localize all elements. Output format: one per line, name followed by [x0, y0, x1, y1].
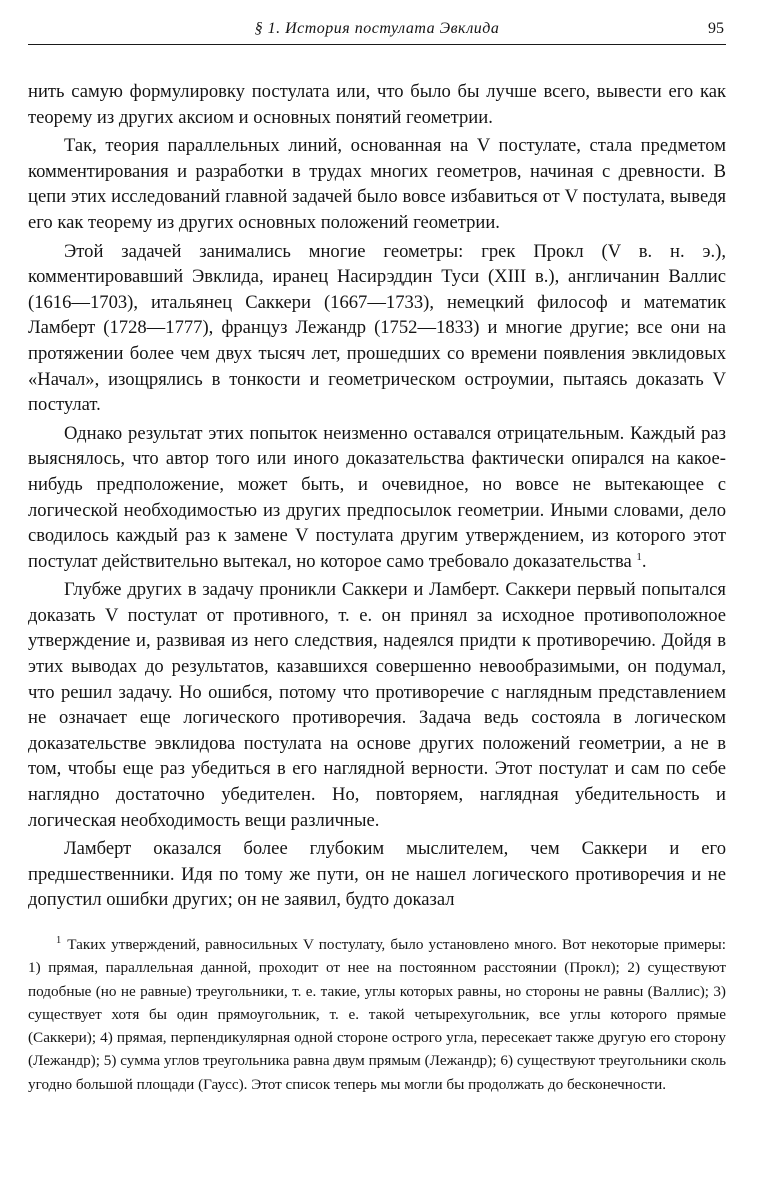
paragraph-1-text: нить самую формулировку постулата или, что было бы лучше всего, вывести его как теорему из других аксиом и основных понятий геометрии. — [28, 81, 726, 128]
running-title: § 1. История постулата Эвклида — [254, 20, 500, 37]
paragraph-3 — [28, 239, 726, 418]
paragraph-4-text: Однако результат этих попыток неизменно оставался отрицательным. Каждый раз выяснялось, что автор того или иного доказательства фактически опирался на какое-нибудь предположение, может быть, и очевидное, но вовсе не вытекающее с логической необходимостью из других предпосылок геометрии. Иными словами, дело сводилось каждый раз к замене V постулата другим утверждением, из которого этот постулат действительно вытекал, но которое само требовало доказательства — [28, 422, 726, 572]
footnote-mark: 1 — [56, 934, 62, 946]
footnote-reference[interactable]: 1 — [636, 550, 642, 563]
paragraph-3-text: Этой задачей занимались многие геометры: грек Прокл (V в. н. э.), комментировавший Эвклида, иранец Насирэддин Туси (XIII в.), англичанин Валлис (1616—1703), итальянец Саккери (1667—1733), немецкий философ и математик Ламберт (1728—1777), француз Лежандр (1752—1833) и многие другие; все они на протяжении более чем двух тысяч лет, прошедших со времени появления эвклидовых «Начал», изощрялись в тонкости и геометрическом остроумии, пытаясь доказать V постулат. — [28, 240, 726, 416]
page-number: 95 — [708, 20, 724, 37]
paragraph-4: Однако результат этих попыток неизменно оставался отрицательным. Каждый раз выяснялось, что автор того или иного доказательства фактически опирался на какое-нибудь предположение, может быть, и очевидное, но вовсе не вытекающее с логической необходимостью из других предпосылок геометрии. Иными словами, дело сводилось каждый раз к замене V постулата другим утверждением, из которого этот постулат действительно вытекал, но которое само требовало доказательства $^1$. — [28, 422, 726, 572]
paragraph-5 — [28, 577, 726, 833]
paragraph-2-text: Так, теория параллельных линий, основанная на V постулате, стала предметом комментирования и разработки в трудах многих геометров, начиная с древности. В цепи этих исследований главной задачей было вовсе избавиться от V постулата, выведя его как теорему из других основных положений геометрии. — [28, 135, 726, 233]
paragraph-1 — [28, 79, 726, 130]
book-page — [28, 14, 726, 1096]
body-text — [28, 79, 726, 913]
paragraph-2 — [28, 133, 726, 235]
paragraph-6-text: Ламберт оказался более глубоким мыслителем, чем Саккери и его предшественники. Идя по тому же пути, он не нашел логического противоречия и не допустил ошибки других; он не заявил, будто доказал — [28, 838, 726, 911]
footnote-text: Таких утверждений, равносильных V постулату, было установлено много. Вот некоторые примеры: 1) прямая, параллельная данной, проходит от нее на постоянном расстоянии (Прокл); 2) существуют подобные (но не равные) треугольники, т. е. такие, углы которых равны, но стороны не равны (Валлис); 3) существует хотя бы один прямоугольник, т. е. такой четырехугольник, все углы которого прямые (Саккери); 4) прямая, перпендикулярная одной стороне острого угла, пересекает также другую его сторону (Лежандр); 5) сумма углов треугольника равна двум прямым (Лежандр); 6) существуют треугольники сколь угодно большой площади (Гаусс). Этот список теперь мы могли бы продолжать до бесконечности. — [28, 936, 726, 1093]
running-head — [28, 14, 726, 45]
footnote — [28, 933, 726, 1096]
paragraph-5-text: Глубже других в задачу проникли Саккери и Ламберт. Саккери первый попытался доказать V постулат от противного, т. е. он принял за исходное противоположное утверждение и, развивая из него следствия, надеялся придти к противоречию. Дойдя в этих выводах до результатов, казавшихся совершенно невообразимыми, он подумал, что решил задачу. Но ошибся, потому что противоречие с наглядным представлением не означает еще логического противоречия. Задача ведь состояла в логическом доказательстве эвклидова постулата на основе других положений геометрии, а не в том, чтобы еще раз убедиться в его наглядной верности. Этот постулат и сам по себе наглядно достаточно убедителен. Но, повторяем, наглядная убедительность и логическая необходимость вещи различные. — [28, 579, 726, 831]
paragraph-6 — [28, 836, 726, 913]
